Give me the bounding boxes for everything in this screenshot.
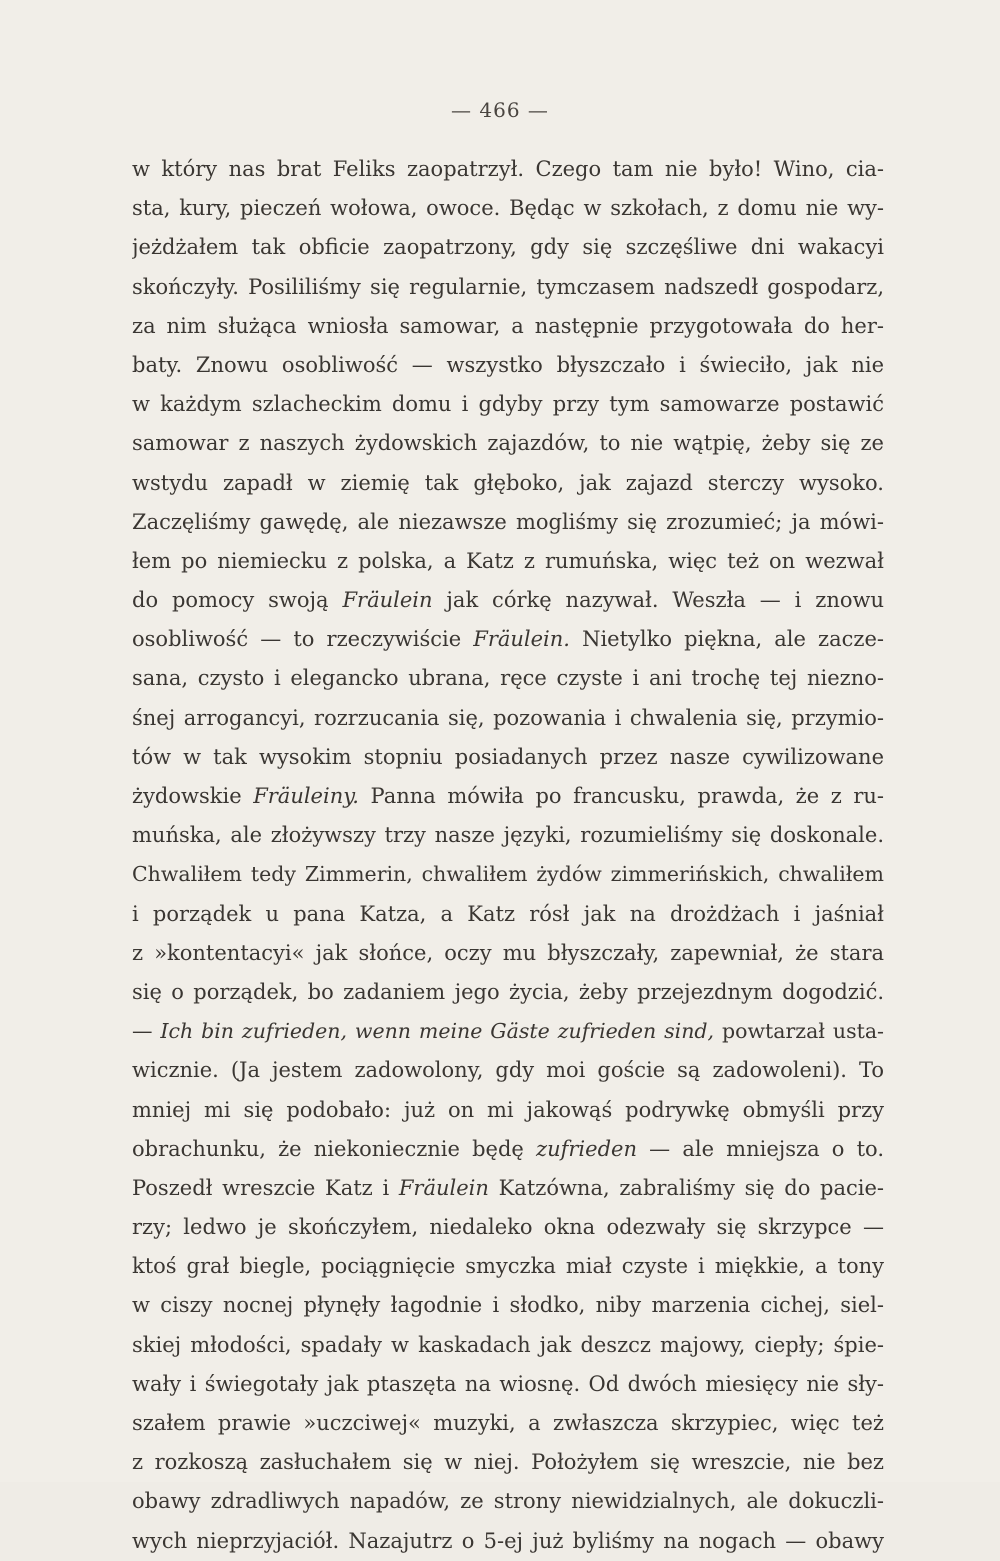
italic-phrase: Fräulein	[342, 588, 433, 613]
text-segment: jak córkę nazywał. Weszła — i znowu	[432, 588, 884, 613]
text-line	[132, 1012, 884, 1051]
text-line	[132, 699, 884, 738]
text-segment: i porządek u pana Katza, a Katz rósł jak na drożdżach i jaśniał	[132, 901, 884, 926]
text-line	[132, 503, 884, 542]
text-line	[132, 895, 884, 934]
text-segment: żydowskie	[132, 784, 254, 808]
text-line	[132, 816, 884, 855]
text-line	[132, 1326, 884, 1365]
text-segment: śnej arrogancyi, rozrzucania się, pozowania i chwalenia się, przymio-	[132, 705, 884, 730]
text-segment: się o porządek, bo zadaniem jego życia, żeby przejezdnym dogodzić.	[132, 979, 884, 1004]
text-line	[132, 1169, 884, 1208]
text-segment: w ciszy nocnej płynęły łagodnie i słodko, niby marzenia cichej, siel-	[132, 1293, 884, 1318]
text-line	[132, 1130, 884, 1169]
text-segment: Nietylko piękna, ale zacze-	[569, 627, 884, 652]
text-line	[132, 1247, 884, 1286]
text-segment: obrachunku, że niekoniecznie będę	[132, 1136, 537, 1161]
text-line	[132, 1208, 884, 1247]
text-segment: z rozkoszą zasłuchałem się w niej. Położyłem się wreszcie, nie bez	[132, 1450, 884, 1475]
text-line	[132, 738, 884, 777]
text-segment: za nim służąca wniosła samowar, a następnie przygotowała do her-	[132, 313, 884, 338]
text-segment: w który nas brat Feliks zaopatrzył. Czego tam nie było! Wino, cia-	[132, 157, 884, 181]
text-segment: baty. Znowu osobliwość — wszystko błyszczało i świeciło, jak nie	[132, 352, 884, 377]
text-line	[132, 464, 884, 503]
page-number: — 466 —	[451, 98, 549, 122]
text-segment: muńska, ale złożywszy trzy nasze języki, rozumieliśmy się doskonale.	[132, 823, 884, 848]
italic-phrase: Fräulein.	[473, 627, 570, 652]
text-segment: w każdym szlacheckim domu i gdyby przy tym samowarze postawić	[132, 392, 884, 417]
body-text	[132, 150, 884, 1561]
text-segment: osobliwość — to rzeczywiście	[132, 627, 474, 652]
text-line	[132, 855, 884, 894]
text-line	[132, 1522, 884, 1561]
text-line	[132, 228, 884, 267]
text-segment: Poszedł wreszcie Katz i	[132, 1175, 399, 1200]
text-line	[132, 1365, 884, 1404]
text-line	[132, 150, 884, 189]
text-segment: do pomocy swoją	[132, 588, 343, 613]
text-line	[132, 1443, 884, 1482]
text-line	[132, 424, 884, 463]
text-line	[132, 385, 884, 424]
text-segment: jeżdżałem tak obficie zaopatrzony, gdy się szczęśliwe dni wakacyi	[132, 235, 884, 260]
text-segment: ktoś grał biegle, pociągnięcie smyczka miał czyste i miękkie, a tony	[132, 1254, 884, 1279]
text-segment: z »kontentacyi« jak słońce, oczy mu błyszczały, zapewniał, że stara	[132, 940, 884, 965]
text-segment: sana, czysto i elegancko ubrana, ręce czyste i ani trochę tej niezno-	[132, 666, 884, 691]
text-line	[132, 307, 884, 346]
text-line	[132, 268, 884, 307]
text-segment: skiej młodości, spadały w kaskadach jak deszcz majowy, ciepły; śpie-	[132, 1332, 884, 1357]
text-line	[132, 1286, 884, 1325]
text-line	[132, 620, 884, 659]
text-line	[132, 581, 884, 620]
text-segment: szałem prawie »uczciwej« muzyki, a zwłaszcza skrzypiec, więc też	[132, 1411, 884, 1435]
text-line	[132, 934, 884, 973]
text-segment: — ale mniejsza o to.	[636, 1136, 884, 1161]
text-segment: powtarzał usta-	[714, 1019, 884, 1044]
text-segment: łem po niemiecku z polska, a Katz z rumuńska, więc też on wezwał	[132, 548, 884, 573]
text-line	[132, 1091, 884, 1130]
text-line	[132, 189, 884, 228]
text-segment: obawy zdradliwych napadów, ze strony niewidzialnych, ale dokuczli-	[132, 1489, 884, 1514]
text-segment: samowar z naszych żydowskich zajazdów, to nie wątpię, żeby się ze	[132, 431, 884, 456]
text-segment: skończyły. Posililiśmy się regularnie, tymczasem nadszedł gospodarz,	[132, 274, 884, 299]
italic-phrase: Fräuleiny.	[253, 784, 359, 808]
text-line	[132, 777, 884, 816]
italic-phrase: Fräulein	[398, 1175, 489, 1200]
text-segment: wstydu zapadł w ziemię tak głęboko, jak zajazd sterczy wysoko.	[132, 470, 884, 495]
text-segment: wych nieprzyjaciół. Nazajutrz o 5-ej już byliśmy na nogach — obawy	[132, 1528, 884, 1553]
text-segment: Panna mówiła po francusku, prawda, że z ru-	[358, 784, 884, 808]
text-segment: rzy; ledwo je skończyłem, niedaleko okna odezwały się skrzypce —	[132, 1215, 884, 1240]
text-line	[132, 1482, 884, 1521]
text-line	[132, 1404, 884, 1443]
italic-phrase: Ich bin zufrieden, wenn meine Gäste zufrieden sind,	[160, 1019, 715, 1044]
text-segment: wicznie. (Ja jestem zadowolony, gdy moi goście są zadowoleni). To	[132, 1058, 884, 1083]
text-segment: sta, kury, pieczeń wołowa, owoce. Będąc w szkołach, z domu nie wy-	[132, 196, 884, 221]
text-line	[132, 346, 884, 385]
text-line	[132, 973, 884, 1012]
text-line	[132, 1051, 884, 1090]
text-segment: Zaczęliśmy gawędę, ale niezawsze mogliśmy się zrozumieć; ja mówi-	[132, 509, 884, 534]
italic-phrase: zufrieden	[536, 1136, 637, 1161]
text-segment: wały i świegotały jak ptaszęta na wiosnę. Od dwóch miesięcy nie sły-	[132, 1371, 884, 1396]
text-segment: —	[132, 1019, 161, 1044]
text-segment: tów w tak wysokim stopniu posiadanych przez nasze cywilizowane	[132, 744, 884, 769]
text-segment: Chwaliłem tedy Zimmerin, chwaliłem żydów zimmerińskich, chwaliłem	[132, 862, 884, 887]
text-line	[132, 659, 884, 698]
text-segment: mniej mi się podobało: już on mi jakowąś podrywkę obmyśli przy	[132, 1097, 884, 1122]
text-segment: Katzówna, zabraliśmy się do pacie-	[488, 1175, 884, 1200]
text-line	[132, 542, 884, 581]
